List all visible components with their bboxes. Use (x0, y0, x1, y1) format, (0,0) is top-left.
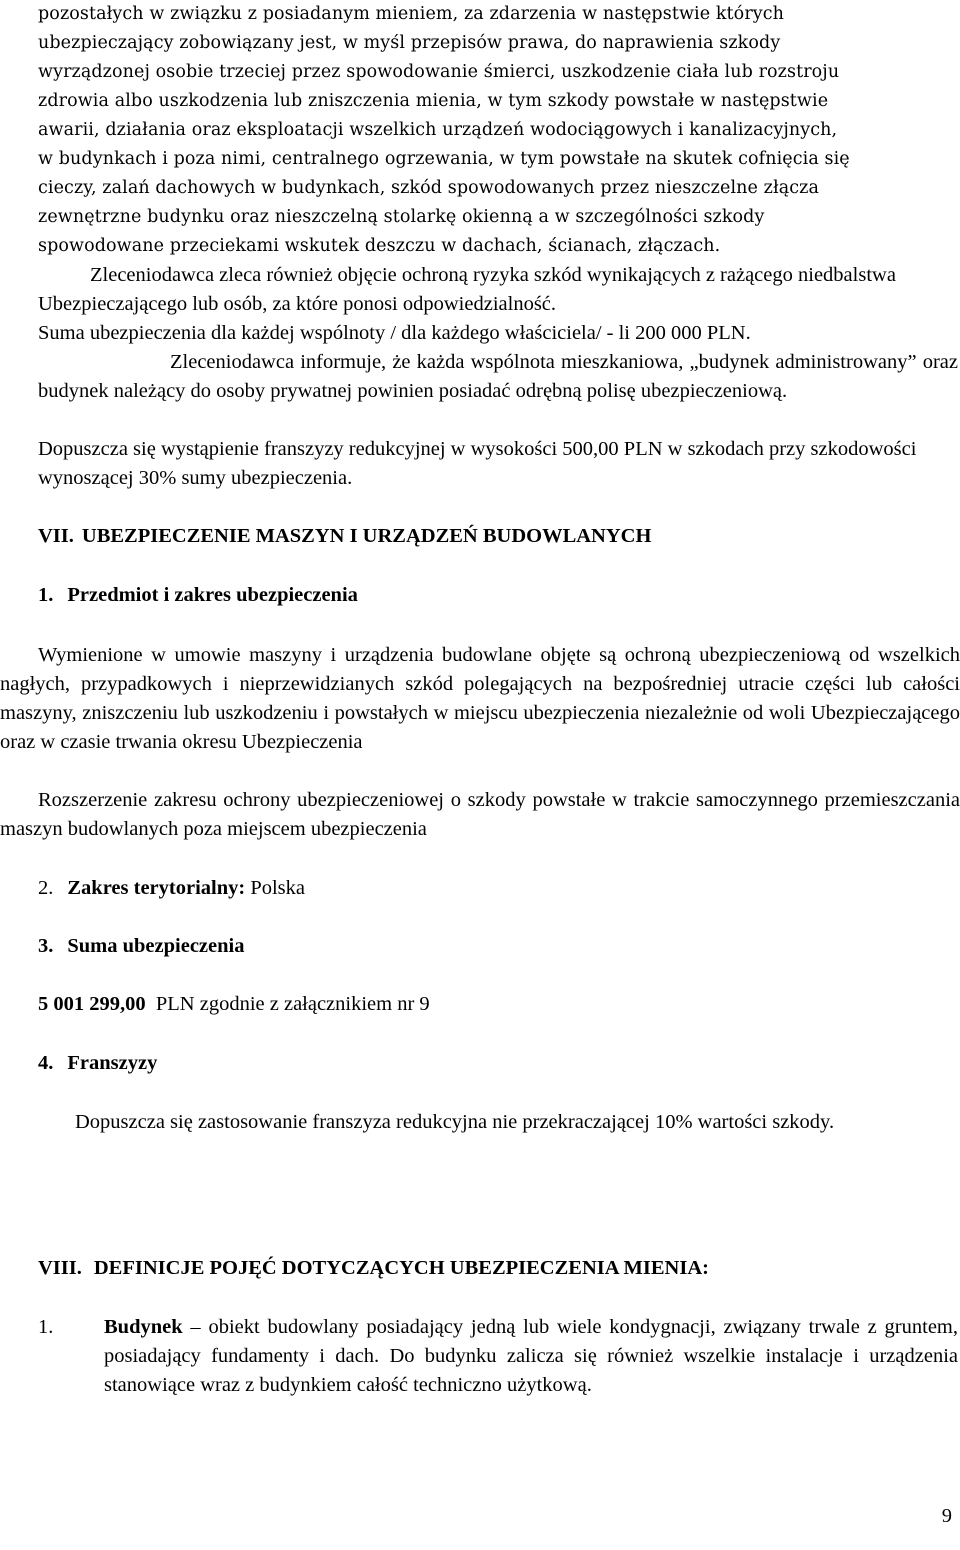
section-vii-heading (38, 522, 958, 551)
text-line: spowodowane przeciekami wskutek deszczu w dachach, ścianach, złączach. (38, 236, 721, 256)
item-number: 1. (38, 584, 54, 606)
item-title: Suma ubezpieczenia (67, 935, 245, 957)
text-line: w budynkach i poza nimi, centralnego ogrzewania, w tym powstałe na skutek cofnięcia się (38, 149, 850, 169)
item-3-heading (38, 932, 958, 961)
definition-term: Budynek (104, 1316, 183, 1338)
section-number: VII. (38, 525, 74, 547)
definition-body (104, 1313, 958, 1400)
item-2-territory (38, 874, 958, 903)
item-number: 4. (38, 1052, 54, 1074)
section-viii-heading (38, 1254, 958, 1283)
sum-insured-amount-line (38, 990, 958, 1019)
text-line: zewnętrzne budynku oraz nieszczelną stolarkę okienną a w szczególności szkody (38, 207, 765, 227)
item-title: Przedmiot i zakres ubezpieczenia (67, 584, 358, 606)
page-number: 9 (941, 1505, 952, 1527)
territory-value: Polska (250, 877, 306, 899)
gross-negligence-paragraph: Zleceniodawca zleca również objęcie ochroną ryzyka szkód wynikających z rażącego niedbalstwa Ubezpieczającego lub osób, za które ponosi odpowiedzialność. (38, 264, 896, 315)
coverage-scope-paragraph: Wymienione w umowie maszyny i urządzenia budowlane objęte są ochroną ubezpieczeniową od wszelkich nagłych, przypadkowych i nieprzewidzianych szkód polegających na bezpośredniej utracie części lub całości maszyny, zniszczeniu lub uszkodzeniu i powstałych w miejscu ubezpieczenia niezależnie od woli Ubezpieczającego oraz w czasie trwania okresu Ubezpieczenia (0, 644, 960, 753)
text-line: wyrządzonej osobie trzeciej przez spowodowanie śmierci, uszkodzenie ciała lub rozstroju (38, 62, 840, 82)
territory-label: Zakres terytorialny: (67, 877, 246, 899)
section-title: UBEZPIECZENIE MASZYN I URZĄDZEŃ BUDOWLANYCH (81, 525, 652, 547)
policy-info-paragraph: Zleceniodawca informuje, że każda wspólnota mieszkaniowa, „budynek administrowany” oraz budynek należący do osoby prywatnej powinien posiadać odrębną polisę ubezpieczeniową. (38, 351, 958, 402)
section-number: VIII. (38, 1257, 82, 1279)
sum-insured-paragraph: Suma ubezpieczenia dla każdej wspólnoty / dla każdego właściciela/ - li 200 000 PLN. (38, 322, 751, 344)
franchise-paragraph: Dopuszcza się wystąpienie franszyzy redukcyjnej w wysokości 500,00 PLN w szkodach przy szkodowości wynoszącej 30% sumy ubezpieczenia. (38, 438, 917, 489)
item-title: Franszyzy (67, 1052, 158, 1074)
item-4-heading (38, 1049, 958, 1078)
franchise-limit-paragraph: Dopuszcza się zastosowanie franszyza redukcyjna nie przekraczającej 10% wartości szkody. (75, 1111, 835, 1133)
text-line: ubezpieczający zobowiązany jest, w myśl przepisów prawa, do naprawienia szkody (38, 33, 781, 53)
sum-amount: 5 001 299,00 (38, 993, 146, 1015)
text-line: cieczy, zalań dachowych w budynkach, szkód spowodowanych przez nieszczelne złącza (38, 178, 820, 198)
item-number: 2. (38, 877, 54, 899)
text-line: zdrowia albo uszkodzenia lub zniszczenia mienia, w tym szkody powstałe w następstwie (38, 91, 829, 111)
liability-paragraph (38, 0, 958, 261)
text-line: pozostałych w związku z posiadanym mieniem, za zdarzenia w następstwie których (38, 4, 785, 24)
sum-amount-note: PLN zgodnie z załącznikiem nr 9 (155, 993, 430, 1015)
definition-number: 1. (38, 1316, 54, 1338)
item-number: 3. (38, 935, 54, 957)
definition-text: – obiekt budowlany posiadający jedną lub wiele kondygnacji, związany trwale z gruntem, posiadający fundamenty i dach. Do budynku zalicza się również wszelkie instalacje i urządzenia stanowiące wraz z budynkiem całość techniczno użytkową. (104, 1316, 958, 1396)
item-1-heading (38, 581, 958, 610)
coverage-extension-paragraph: Rozszerzenie zakresu ochrony ubezpieczeniowej o szkody powstałe w trakcie samoczynnego przemieszczania maszyn budowlanych poza miejscem ubezpieczenia (0, 789, 960, 840)
section-title: DEFINICJE POJĘĆ DOTYCZĄCYCH UBEZPIECZENIA MIENIA: (93, 1257, 709, 1279)
text-line: awarii, działania oraz eksploatacji wszelkich urządzeń wodociągowych i kanalizacyjnych, (38, 120, 838, 140)
